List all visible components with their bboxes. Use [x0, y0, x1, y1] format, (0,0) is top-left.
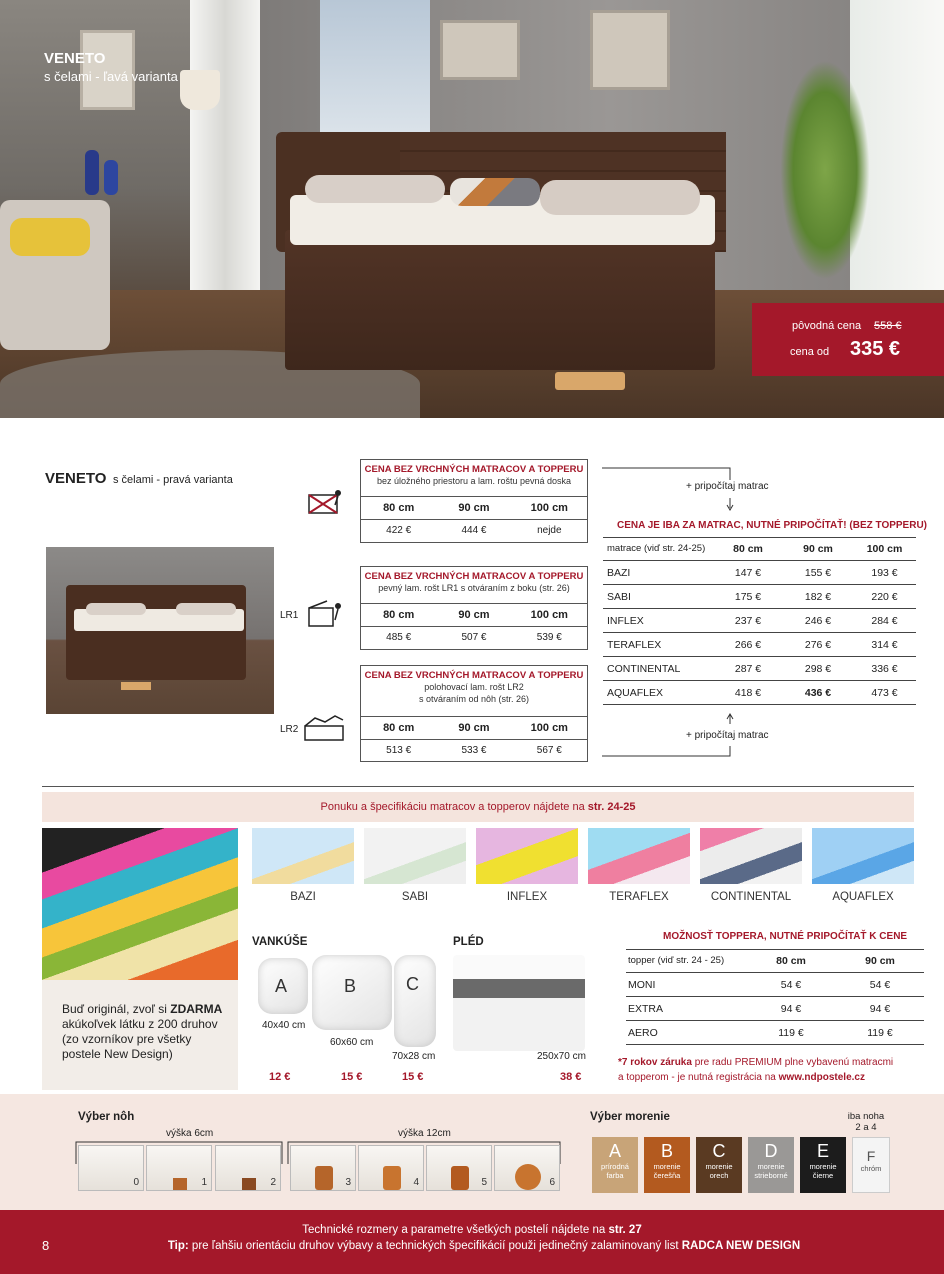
col-head: topper (viď str. 24 - 25): [628, 955, 725, 966]
swatch-label: morenie: [653, 1162, 681, 1171]
side-storage-icon: [305, 598, 343, 630]
foot-option-3[interactable]: [290, 1145, 356, 1191]
price-cell: 237 €: [734, 614, 762, 627]
fabric-free: ZDARMA: [170, 1002, 223, 1016]
topper-name: AERO: [628, 1026, 658, 1039]
price-cell: 94 €: [780, 1002, 802, 1015]
fabric-promo: [42, 828, 238, 1090]
price-cell: 119 €: [778, 1026, 804, 1039]
price-table-2: [360, 566, 588, 650]
mattress-label: TERAFLEX: [609, 891, 669, 903]
lr1-label: LR1: [280, 610, 299, 621]
col-head: 100 cm: [866, 542, 903, 555]
foot-option-6[interactable]: [494, 1145, 560, 1191]
price-80: 513 €: [386, 745, 412, 756]
divider: [42, 786, 914, 787]
price-90: 533 €: [461, 745, 487, 756]
no-storage-icon: [305, 487, 343, 517]
curtain: [190, 0, 260, 300]
foot-number: 4: [413, 1177, 419, 1188]
foot-option-1[interactable]: [146, 1145, 212, 1191]
page-number: 8: [42, 1238, 50, 1253]
vase: [104, 160, 118, 195]
foot-number: 2: [270, 1177, 276, 1188]
wall-picture: [440, 20, 520, 80]
plant: [780, 60, 870, 280]
wall-picture: [590, 10, 670, 90]
col-head: 90 cm: [803, 542, 833, 555]
stain-swatch-e[interactable]: [800, 1137, 846, 1193]
price-90: 507 €: [461, 632, 487, 643]
lr2-label: LR2: [280, 724, 299, 735]
table-row: [603, 609, 916, 633]
price-cell: 276 €: [804, 638, 832, 651]
price-table-desc: polohovací lam. rošt LR2: [424, 682, 524, 692]
price-100: 567 €: [536, 745, 562, 756]
table-row: [626, 1021, 924, 1045]
hero-subtitle: s čelami - ľavá varianta: [44, 69, 178, 84]
size-80: 80 cm: [383, 608, 415, 621]
price-cell: 54 €: [869, 978, 891, 991]
bed-pillow: [540, 180, 700, 215]
col-head: 80 cm: [733, 542, 763, 555]
footer-tip: Tip:: [167, 1240, 189, 1252]
warranty-text: pre radu PREMIUM plne vybavenú matracmi: [694, 1057, 894, 1068]
price-table-desc: pevný lam. rošt LR1 s otváraním z boku (str. 26): [378, 583, 570, 593]
footer-bold: RADCA NEW DESIGN: [681, 1240, 801, 1252]
stain-note-line: iba noha: [847, 1111, 885, 1122]
topper-name: EXTRA: [628, 1002, 664, 1015]
cushion: [10, 218, 90, 256]
foot-option-2[interactable]: [215, 1145, 281, 1191]
size-90: 90 cm: [458, 608, 490, 621]
size-90: 90 cm: [458, 721, 490, 734]
topper-name: MONI: [628, 978, 656, 991]
fabric-line: Buď originál, zvoľ si: [62, 1002, 167, 1016]
price-table-head: CENA BEZ VRCHNÝCH MATRACOV A TOPPERU: [364, 571, 584, 582]
hero-title: VENETO: [44, 50, 106, 67]
swatch-label: čerešňa: [653, 1171, 681, 1180]
size-100: 100 cm: [530, 721, 568, 734]
price-table-desc: bez úložného priestoru a lam. roštu pevná doska: [376, 476, 572, 486]
col-head: matrace (viď str. 24-25): [607, 543, 706, 554]
price-cell: 284 €: [871, 614, 898, 627]
mattress-inflex-image: [476, 828, 578, 884]
warranty-note: [618, 1055, 918, 1085]
price-cell: 193 €: [871, 566, 898, 579]
footer-bold: str. 27: [608, 1224, 642, 1236]
mattress-table-head: CENA JE IBA ZA MATRAC, NUTNÉ PRIPOČÍTAŤ! (BEZ TOPPERU): [617, 520, 927, 531]
foot-option-0[interactable]: [78, 1145, 144, 1191]
section-subtitle: s čelami - pravá varianta: [113, 474, 233, 486]
table-row: [603, 633, 916, 657]
price-cell: 418 €: [734, 686, 762, 699]
offer-text: Ponuku a špecifikáciu matracov a topperov nájdete na: [320, 801, 585, 813]
mattress-label: CONTINENTAL: [710, 891, 792, 903]
swatch-letter: E: [816, 1141, 829, 1161]
mattress-name: TERAFLEX: [607, 638, 662, 651]
pillow-price: 12 €: [269, 1071, 291, 1083]
table-row: [603, 681, 916, 705]
fabric-line: postele New Design): [62, 1047, 173, 1061]
swatch-label: orech: [709, 1171, 729, 1180]
fabric-text: [62, 1002, 232, 1062]
pillow-size: 60x60 cm: [330, 1037, 374, 1048]
table-row: [603, 585, 916, 609]
window: [320, 0, 430, 150]
foot-number: 3: [345, 1177, 351, 1188]
mattress-name: AQUAFLEX: [607, 686, 664, 699]
stain-swatch-f[interactable]: [852, 1137, 890, 1193]
price-table-head: CENA BEZ VRCHNÝCH MATRACOV A TOPPERU: [364, 464, 584, 475]
foot-storage-icon: [303, 712, 345, 742]
price-cell: 336 €: [871, 662, 898, 675]
price-cell: 314 €: [871, 638, 898, 651]
offer-pages: str. 24-25: [587, 801, 636, 813]
mattress-name: BAZI: [607, 566, 631, 579]
price-table-1: [360, 459, 588, 543]
pled-size: 250x70 cm: [537, 1051, 586, 1062]
bed-leg: [555, 372, 625, 390]
foot-number: 0: [133, 1177, 139, 1188]
mattress-continental-image: [700, 828, 802, 884]
price-cell: 436 €: [804, 686, 832, 699]
pled-image: [453, 955, 585, 1051]
footer-text: Technické rozmery a parametre všetkých postelí nájdete na: [302, 1224, 606, 1236]
pillow-price: 15 €: [402, 1071, 424, 1083]
foot-number: 1: [201, 1177, 207, 1188]
stain-swatch-d[interactable]: [748, 1137, 794, 1193]
mattress-name: CONTINENTAL: [607, 662, 681, 675]
price-table-head: CENA BEZ VRCHNÝCH MATRACOV A TOPPERU: [364, 670, 584, 681]
table-row: [603, 561, 916, 585]
table-row: [626, 973, 924, 997]
col-head: 90 cm: [865, 954, 895, 967]
price-cell: 266 €: [734, 638, 762, 651]
swatch-letter: D: [764, 1141, 778, 1161]
swatch-label: prírodná: [601, 1162, 629, 1171]
size-90: 90 cm: [458, 501, 490, 514]
topper-table: [626, 949, 924, 1045]
pillow-price: 15 €: [341, 1071, 363, 1083]
warranty-bold: *7 rokov záruka: [618, 1057, 692, 1068]
warranty-text: a topperom - je nutná registrácia na: [618, 1072, 776, 1083]
footer-text: pre ľahšiu orientáciu druhov výbavy a technických špecifikácií použi jedinečný zalaminovaný list: [191, 1240, 679, 1252]
fabric-line: akúkoľvek látku z 200 druhov: [62, 1017, 218, 1031]
mattress-aquaflex-image: [812, 828, 914, 884]
stain-swatch-a[interactable]: [592, 1137, 638, 1193]
stain-title: Výber morenie: [590, 1111, 670, 1123]
pillow-c-image: [394, 955, 436, 1047]
price-cell: 473 €: [871, 686, 898, 699]
stain-note-line: 2 a 4: [855, 1122, 877, 1133]
fabric-line: (zo vzorníkov pre všetky: [62, 1032, 192, 1046]
price-from: 335 €: [850, 338, 901, 360]
footer: [0, 1210, 944, 1274]
offer-band: [42, 792, 914, 822]
foot-number: 6: [549, 1177, 555, 1188]
mattress-bazi-image: [252, 828, 354, 884]
mattress-table: [603, 537, 916, 705]
price-90: 444 €: [461, 525, 487, 536]
bed-thumbnail: [46, 547, 274, 714]
pillow-letter: C: [406, 974, 419, 994]
pled-price: 38 €: [560, 1071, 582, 1083]
foot-number: 5: [481, 1177, 487, 1188]
price-80: 422 €: [386, 525, 412, 536]
bed-pillow: [305, 175, 445, 203]
swatch-label: chróm: [860, 1164, 882, 1173]
feet-group-6: výška 6cm: [166, 1128, 214, 1139]
footer-line-2: [0, 1240, 944, 1252]
swatch-letter: F: [866, 1148, 876, 1164]
warranty-link[interactable]: www.ndpostele.cz: [778, 1072, 865, 1083]
size-100: 100 cm: [530, 608, 568, 621]
pled-title: PLÉD: [453, 936, 484, 948]
price-cell: 287 €: [734, 662, 762, 675]
price-cell: 147 €: [734, 566, 762, 579]
price-cell: 94 €: [869, 1002, 891, 1015]
swatch-label: farba: [606, 1171, 624, 1180]
mattress-label: BAZI: [290, 891, 316, 903]
stain-note: [846, 1111, 886, 1133]
pillow-size: 40x40 cm: [262, 1020, 306, 1031]
footer-line-1: [0, 1224, 944, 1236]
price-cell: 175 €: [734, 590, 762, 603]
size-80: 80 cm: [383, 721, 415, 734]
stain-swatch-b[interactable]: [644, 1137, 690, 1193]
feet-title: Výber nôh: [78, 1111, 135, 1123]
swatch-letter: B: [660, 1141, 673, 1161]
add-mattress-bottom: + pripočítaj matrac: [686, 730, 769, 741]
pillows-title: VANKÚŠE: [252, 936, 308, 948]
section-title: VENETO: [45, 470, 107, 487]
swatch-label: strieborné: [754, 1171, 788, 1180]
vase: [85, 150, 99, 195]
hero-photo: [0, 0, 944, 418]
mattress-teraflex-image: [588, 828, 690, 884]
mattress-name: INFLEX: [607, 614, 644, 627]
mattress-label: INFLEX: [506, 891, 548, 903]
pillow-letter: B: [344, 976, 357, 996]
swatch-letter: C: [712, 1141, 726, 1161]
bed-pillow: [450, 178, 540, 206]
add-mattress-top: + pripočítaj matrac: [686, 481, 769, 492]
pillow-size: 70x28 cm: [392, 1051, 436, 1062]
table-row: [626, 997, 924, 1021]
mattress-sabi-image: [364, 828, 466, 884]
price-cell: 54 €: [780, 978, 802, 991]
swatch-letter: A: [608, 1141, 621, 1161]
topper-table-head: MOŽNOSŤ TOPPERA, NUTNÉ PRIPOČÍTAŤ K CENE: [663, 931, 908, 942]
price-80: 485 €: [386, 632, 412, 643]
feet-group-12: výška 12cm: [398, 1128, 451, 1139]
foot-option-5[interactable]: [426, 1145, 492, 1191]
lamp: [180, 70, 220, 110]
mattress-label: SABI: [401, 891, 429, 903]
stain-swatch-c[interactable]: [696, 1137, 742, 1193]
size-100: 100 cm: [530, 501, 568, 514]
col-head: 80 cm: [776, 954, 806, 967]
price-table-desc: s otváraním od nôh (str. 26): [418, 694, 530, 704]
fabric-samples-image: [42, 828, 238, 980]
price-cell: 119 €: [867, 1026, 893, 1039]
price-cell: 246 €: [804, 614, 832, 627]
price-cell: 298 €: [804, 662, 832, 675]
original-price-label: pôvodná cena: [792, 320, 862, 332]
price-100: nejde: [537, 525, 562, 536]
price-100: 539 €: [536, 632, 562, 643]
size-80: 80 cm: [383, 501, 415, 514]
mattress-name: SABI: [607, 590, 631, 603]
pillow-letter: A: [275, 976, 288, 996]
original-price: 558 €: [874, 320, 902, 332]
price-cell: 220 €: [871, 590, 898, 603]
foot-option-4[interactable]: [358, 1145, 424, 1191]
swatch-label: čierne: [812, 1171, 834, 1180]
swatch-label: morenie: [705, 1162, 733, 1171]
price-table-3: [360, 665, 588, 762]
table-row: [603, 657, 916, 681]
price-from-label: cena od: [790, 346, 830, 358]
price-cell: 155 €: [804, 566, 832, 579]
price-cell: 182 €: [804, 590, 832, 603]
bed-base: [285, 230, 715, 370]
price-box: [752, 303, 944, 376]
swatch-label: morenie: [757, 1162, 785, 1171]
swatch-label: morenie: [809, 1162, 837, 1171]
mattress-label: AQUAFLEX: [832, 891, 894, 903]
